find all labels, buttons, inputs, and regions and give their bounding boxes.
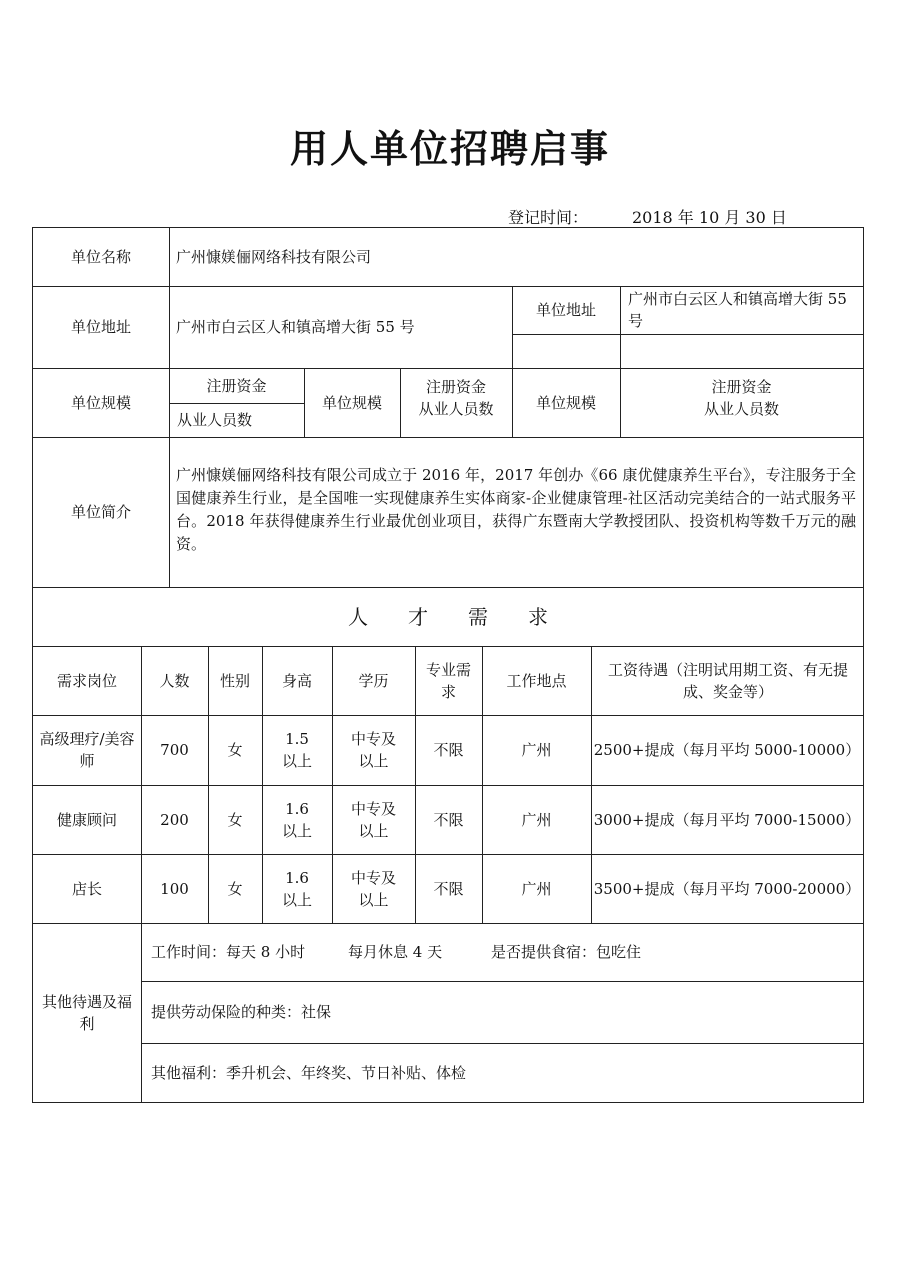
header-education: 学历 <box>358 671 389 690</box>
company-address2-value: 广州市白云区人和镇高增大街 55 号 <box>628 290 847 330</box>
header-gender: 性别 <box>219 671 250 690</box>
benefit-rest-days: 每月休息 4 天 <box>348 943 443 961</box>
job-count: 100 <box>160 879 189 898</box>
job-location: 广州 <box>521 879 552 898</box>
benefit-others: 其他福利：季升机会、年终奖、节日补贴、体检 <box>151 1064 467 1082</box>
job-major: 不限 <box>433 879 464 898</box>
page-title: 用人单位招聘启事 <box>289 126 610 171</box>
job-position: 店长 <box>71 879 102 898</box>
job-height: 1.6 以上 <box>281 799 312 840</box>
registered-capital3-label: 注册资金 <box>711 378 772 396</box>
job-salary: 3500+提成（每月平均 7000-20000） <box>593 879 861 898</box>
job-position: 健康顾问 <box>56 810 117 829</box>
staff-count2-label: 从业人员数 <box>418 400 494 418</box>
job-salary: 2500+提成（每月平均 5000-10000） <box>593 741 861 759</box>
company-scale2-label: 单位规模 <box>321 393 382 412</box>
company-scale-label: 单位规模 <box>70 393 131 412</box>
registered-capital-label: 注册资金 <box>206 376 267 395</box>
header-location: 工作地点 <box>506 671 567 690</box>
company-name-label: 单位名称 <box>70 248 131 266</box>
job-height: 1.5 以上 <box>281 730 312 770</box>
registration-line <box>0 205 900 225</box>
job-major: 不限 <box>433 810 464 829</box>
job-education: 中专及以上 <box>350 730 396 770</box>
job-major: 不限 <box>433 741 464 759</box>
company-name-value: 广州慷媄俪网络科技有限公司 <box>176 248 372 266</box>
benefit-work-time: 工作时间：每天 8 小时 <box>151 943 306 961</box>
job-salary: 3000+提成（每月平均 7000-15000） <box>593 810 861 829</box>
recruitment-form-table <box>32 227 864 1103</box>
staff-count3-label: 从业人员数 <box>703 400 779 418</box>
job-location: 广州 <box>521 810 552 829</box>
job-count: 200 <box>160 810 189 829</box>
company-address2-label: 单位地址 <box>535 301 596 319</box>
header-position: 需求岗位 <box>56 671 117 690</box>
job-gender: 女 <box>227 810 243 829</box>
company-intro-text: 广州慷媄俪网络科技有限公司成立于 2016 年，2017 年创办《66 康优健康养生平台》，专注服务于全国健康养生行业，是全国唯一实现健康养生实体商家-企业健康管理-社区活动完美结合的一站式服务平台。2018 年获得健康养生行业最优创业项目，获得广东暨南大学教授团队、投资机构等数千万元的融资。 <box>176 466 856 553</box>
job-position: 高级理疗/美容师 <box>39 730 135 770</box>
job-height: 1.6 以上 <box>281 868 312 909</box>
job-education: 中专及以上 <box>350 799 396 840</box>
benefits-label: 其他待遇及福利 <box>41 993 132 1033</box>
header-major: 专业需求 <box>425 660 471 701</box>
company-address-value: 广州市白云区人和镇高增大街 55 号 <box>176 318 415 336</box>
staff-count-label: 从业人员数 <box>177 411 253 429</box>
talent-section-title: 人 才 需 求 <box>348 604 548 629</box>
header-height: 身高 <box>281 671 312 690</box>
job-location: 广州 <box>521 741 552 759</box>
job-gender: 女 <box>227 741 243 759</box>
job-gender: 女 <box>227 879 243 898</box>
job-education: 中专及以上 <box>350 868 396 909</box>
company-address-label: 单位地址 <box>70 318 131 336</box>
registration-date: 2018 年 10 月 30 日 <box>632 208 787 227</box>
benefit-meals: 是否提供食宿：包吃住 <box>491 943 642 961</box>
registered-capital2-label: 注册资金 <box>425 378 486 396</box>
registration-label: 登记时间： <box>508 208 589 227</box>
company-scale3-label: 单位规模 <box>535 393 596 412</box>
benefit-insurance: 提供劳动保险的种类：社保 <box>151 1003 332 1021</box>
header-count: 人数 <box>159 671 190 690</box>
company-intro-label: 单位简介 <box>70 503 131 521</box>
job-count: 700 <box>160 741 189 759</box>
header-salary: 工资待遇（注明试用期工资、有无提成、奖金等） <box>607 660 848 701</box>
